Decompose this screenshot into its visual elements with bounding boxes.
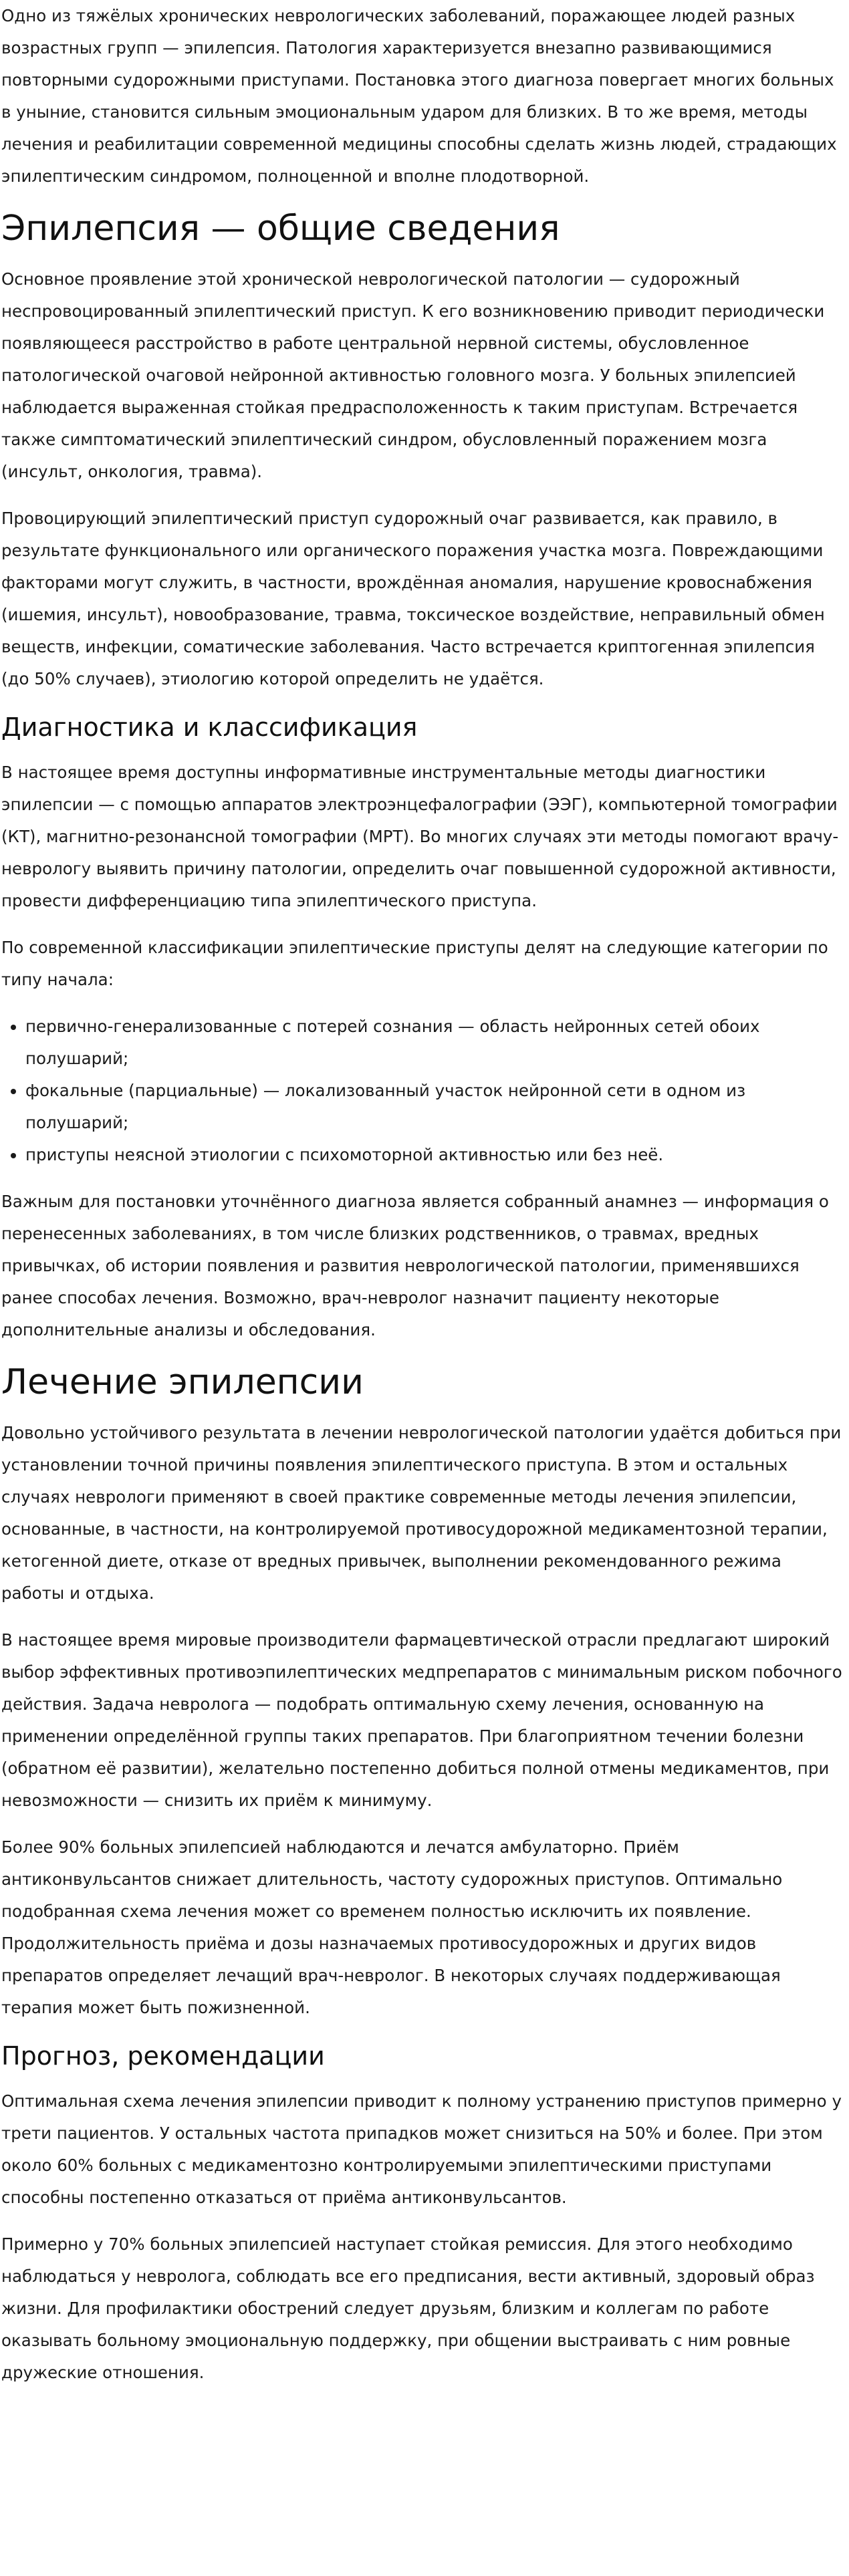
section-heading-general: Эпилепсия — общие сведения xyxy=(1,209,560,249)
list-item: • фокальные (парциальные) — локализованный участок нейронной сети в одном из полушарий; xyxy=(25,1075,848,1139)
classification-list xyxy=(1,1011,848,1171)
paragraph: В настоящее время доступны информативные инструментальные методы диагностики эпилепсии — с помощью аппаратов электроэнцефалографии (ЭЭГ), компьютерной томографии (КТ), магнитно-резонансной томографии (МРТ). Во многих случаях эти методы помогают врачу-неврологу выявить причину патологии, определить очаг повышенной судорожной активности, провести дифференциацию типа эпилептического приступа. xyxy=(1,763,839,910)
paragraph: Примерно у 70% больных эпилепсией наступает стойкая ремиссия. Для этого необходимо наблюдаться у невролога, соблюдать все его предписания, вести активный, здоровый образ жизни. Для профилактики обострений следует друзьям, близким и коллегам по работе оказывать больному эмоциональную поддержку, при общении выстраивать с ним ровные дружеские отношения. xyxy=(1,2234,815,2382)
intro-paragraph: Одно из тяжёлых хронических неврологических заболеваний, поражающее людей разных возрастных групп — эпилепсия. Патология характеризуется внезапно развивающимися повторными судорожными приступами. Постановка этого диагноза повергает многих больных в уныние, становится сильным эмоциональным ударом для близких. В то же время, методы лечения и реабилитации современной медицины способны сделать жизнь людей, страдающих эпилептическим синдромом, полноценной и вполне плодотворной. xyxy=(1,6,837,186)
section-heading-diagnostics: Диагностика и классификация xyxy=(1,713,418,742)
paragraph: По современной классификации эпилептические приступы делят на следующие категории по типу начала: xyxy=(1,938,828,989)
paragraph: Провоцирующий эпилептический приступ судорожный очаг развивается, как правило, в результате функционального или органического поражения участка мозга. Повреждающими факторами могут служить, в частности, врождённая аномалия, нарушение кровоснабжения (ишемия, инсульт), новообразование, травма, токсическое воздействие, неправильный обмен веществ, инфекции, соматические заболевания. Часто встречается криптогенная эпилепсия (до 50% случаев), этиологию которой определить не удаётся. xyxy=(1,509,825,688)
paragraph: В настоящее время мировые производители фармацевтической отрасли предлагают широкий выбор эффективных противоэпилептических медпрепаратов с минимальным риском побочного действия. Задача невролога — подобрать оптимальную схему лечения, основанную на применении определённой группы таких препаратов. При благоприятном течении болезни (обратном её развитии), желательно постепенно добиться полной отмены медикаментов, при невозможности — снизить их приём к минимуму. xyxy=(1,1630,842,1810)
list-item: • приступы неясной этиологии с психомоторной активностью или без неё. xyxy=(25,1139,848,1171)
list-item: • первично-генерализованные с потерей сознания — область нейронных сетей обоих полушарий; xyxy=(25,1011,848,1075)
paragraph: Оптимальная схема лечения эпилепсии приводит к полному устранению приступов примерно у трети пациентов. У остальных частота припадков может снизиться на 50% и более. При этом около 60% больных с медикаментозно контролируемыми эпилептическими приступами способны постепенно отказаться от приёма антиконвульсантов. xyxy=(1,2091,842,2207)
section-heading-treatment: Лечение эпилепсии xyxy=(1,1362,364,1402)
paragraph: Основное проявление этой хронической неврологической патологии — судорожный неспровоцированный эпилептический приступ. К его возникновению приводит периодически появляющееся расстройство в работе центральной нервной системы, обусловленное патологической очаговой нейронной активностью головного мозга. У больных эпилепсией наблюдается выраженная стойкая предрасположенность к таким приступам. Встречается также симптоматический эпилептический синдром, обусловленный поражением мозга (инсульт, онкология, травма). xyxy=(1,269,825,481)
paragraph: Довольно устойчивого результата в лечении неврологической патологии удаётся добиться при установлении точной причины появления эпилептического приступа. В этом и остальных случаях неврологи применяют в своей практике современные методы лечения эпилепсии, основанные, в частности, на контролируемой противосудорожной медикаментозной терапии, кетогенной диете, отказе от вредных привычек, выполнении рекомендованного режима работы и отдыха. xyxy=(1,1423,842,1603)
paragraph: Важным для постановки уточнённого диагноза является собранный анамнез — информация о перенесенных заболеваниях, в том числе близких родственников, о травмах, вредных привычках, об истории появления и развития неврологической патологии, применявшихся ранее способах лечения. Возможно, врач-невролог назначит пациенту некоторые дополнительные анализы и обследования. xyxy=(1,1192,829,1339)
paragraph: Более 90% больных эпилепсией наблюдаются и лечатся амбулаторно. Приём антиконвульсантов снижает длительность, частоту судорожных приступов. Оптимально подобранная схема лечения может со временем полностью исключить их появление. Продолжительность приёма и дозы назначаемых противосудорожных и других видов препаратов определяет лечащий врач-невролог. В некоторых случаях поддерживающая терапия может быть пожизненной. xyxy=(1,1837,783,2017)
section-heading-prognosis: Прогноз, рекомендации xyxy=(1,2041,325,2071)
